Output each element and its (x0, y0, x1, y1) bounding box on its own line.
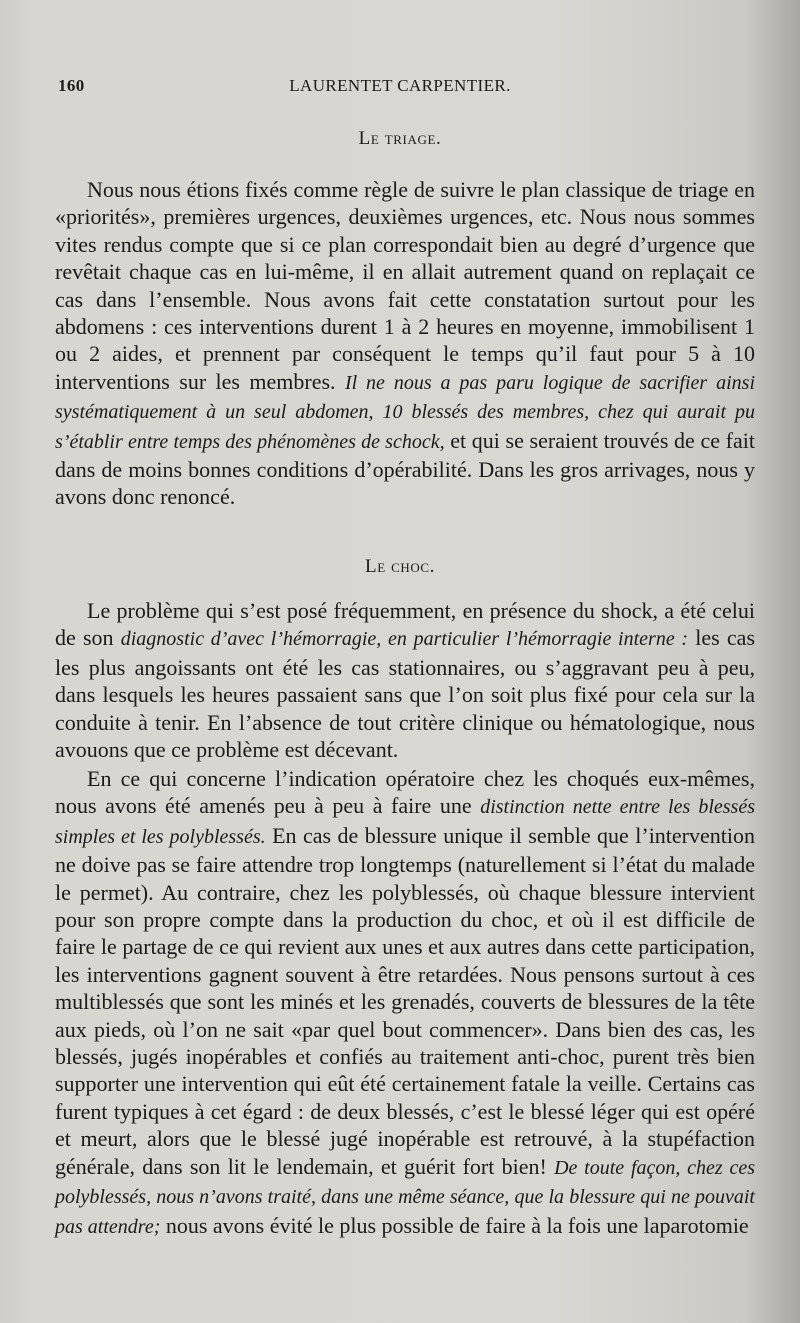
page-header (0, 76, 800, 100)
text-run: Le problème qui s’est posé fréquemment, en présence du shock, a été celui de son (55, 598, 755, 651)
text-run: En ce qui concerne l’indication opératoire chez les choqués eux-mêmes, nous avons été amenés peu à peu à faire une (55, 766, 755, 819)
paragraph-triage (55, 176, 755, 511)
text-run: les cas les plus angoissants ont été les cas stationnaires, ou s’aggravant peu à peu, dans lesquels les heures passaient sans que l’on soit plus fixé pour cela sur la conduite à tenir. En l’absence de tout critère clinique ou hématologique, nous avouons que ce problème est décevant. (55, 625, 756, 763)
italic-run: De toute façon, chez ces polyblessés, nous n’avons traité, dans une même séance, que la blessure qui ne pouvait pas attendre; (55, 1156, 755, 1238)
italic-run: diagnostic d’avec l’hémorragie, en particulier l’hémorragie interne : (120, 628, 689, 651)
section-title-triage: Le triage. (358, 128, 442, 149)
italic-run: distinction nette entre les blessés simples et les polyblessés. (55, 796, 755, 848)
text-run: et qui se seraient trouvés de ce fait dans de moins bonnes conditions d’opérabilité. Dans les gros arrivages, nous y avons donc renoncé. (55, 427, 755, 510)
running-title: LAURENTET CARPENTIER. (289, 76, 511, 95)
text-run: Nous nous étions fixés comme règle de suivre le plan classique de triage en «priorités», premières urgences, deuxièmes urgences, etc. Nous nous sommes vites rendus compte que si ce plan correspondait bien au degré d’urgence que revêtait chaque cas en lui-même, il en allait autrement quand on replaçait ce cas dans l’ensemble. Nous avons fait cette constatation surtout pour les abdomens : ces interventions durent 1 à 2 heures en moyenne, immobilisent 1 ou 2 aides, et prennent par conséquent le temps qu’il faut pour 5 à 10 interventions sur les membres. (55, 177, 755, 394)
page-number: 160 (58, 76, 85, 95)
text-run: nous avons évité le plus possible de faire à la fois une laparotomie (160, 1212, 749, 1238)
paragraph-choc-indication (55, 765, 755, 1241)
italic-run: Il ne nous a pas paru logique de sacrifier ainsi systématiquement à un seul abdomen, 10 blessés des membres, chez qui aurait pu s’établir entre temps des phénomènes de schock, (55, 371, 755, 453)
text-run: En cas de blessure unique il semble que l’intervention ne doive pas se faire attendre trop longtemps (naturellement si l’état du malade le permet). Au contraire, chez les polyblessés, où chaque blessure intervient pour son propre compte dans la production du choc, et où il est difficile de faire le partage de ce qui revient aux unes et aux autres dans cette participation, les interventions gagnent souvent à être retardées. Nous pensons surtout à ces multiblessés que sont les minés et les grenadés, couverts de blessures de la tête aux pieds, où l’on ne sait «par quel bout commencer». Dans bien des cas, les blessés, jugés inopérables et confiés au traitement anti-choc, purent très bien supporter une intervention qui eût été certainement fatale la veille. Certains cas furent typiques à cet égard : de deux blessés, c’est le blessé léger qui est opéré et meurt, alors que le blessé jugé inopérable est retrouvé, à la stupéfaction générale, dans son lit le lendemain, et guérit fort bien! (55, 822, 755, 1179)
section-title-choc: Le choc. (365, 556, 435, 577)
paragraph-choc-diagnostic (55, 597, 755, 763)
